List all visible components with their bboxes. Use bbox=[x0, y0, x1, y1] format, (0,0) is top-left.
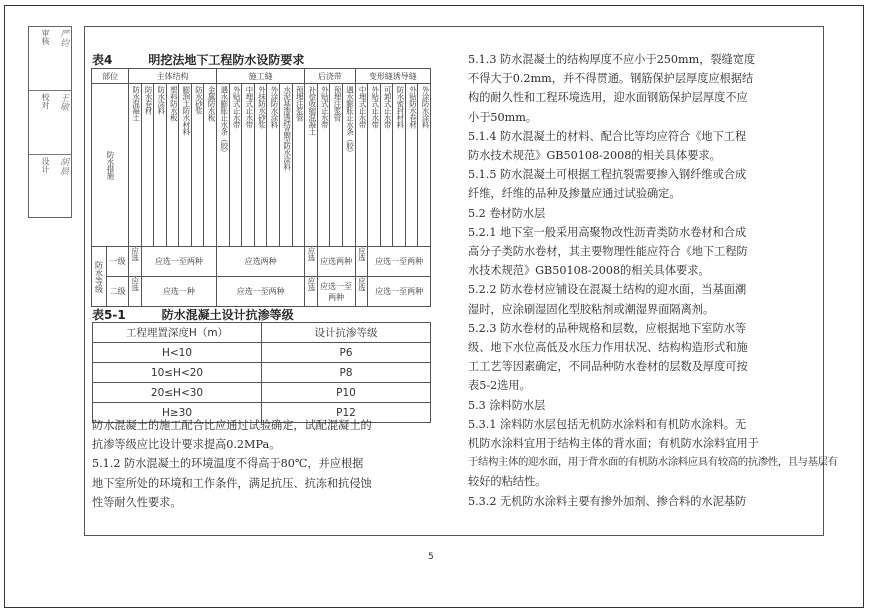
text-line: 5.1.2 防水混凝土的环境温度不得高于80℃，并应根据 bbox=[92, 457, 364, 471]
measure-header: 遇水膨胀止水条（胶） bbox=[342, 84, 355, 247]
measure-header: 中埋式止水带 bbox=[355, 84, 368, 247]
text-line: 5.1.4 防水混凝土的材料、配合比等均应符合《地下工程 bbox=[468, 129, 747, 143]
table-row bbox=[93, 343, 431, 363]
measure-header: 中埋式止水带 bbox=[242, 84, 255, 247]
depth-cell: 10≤H<20 bbox=[93, 363, 262, 383]
grade-label: 防水等级 bbox=[92, 247, 107, 306]
table4-title: 表4 明挖法地下工程防水设防要求 bbox=[92, 53, 305, 67]
text-line: 级、地下水位高低及水压力作用状况、结构构造形式和施 bbox=[468, 341, 748, 355]
text-line: 防水混凝土的施工配合比应通过试验确定，试配混凝土的 bbox=[92, 419, 372, 432]
measure-header: 外贴防水卷材 bbox=[405, 84, 418, 247]
measure-header: 外涂防水涂料 bbox=[267, 84, 280, 247]
text-line: 5.2.3 防水卷材的品种规格和层数，应根据地下室防水等 bbox=[468, 321, 747, 335]
table-row bbox=[92, 84, 431, 247]
right-text-block bbox=[468, 50, 838, 511]
text-line: 构的耐久性和工程环境选用，迎水面钢筋保护层厚度不应 bbox=[468, 91, 748, 105]
group-header: 主体结构 bbox=[129, 69, 217, 84]
measure-header: 防水混凝土 bbox=[129, 84, 142, 247]
text-line: 5.1.3 防水混凝土的结构厚度不应小于250mm，裂缝宽度 bbox=[468, 53, 756, 66]
measure-header: 金属防水板 bbox=[204, 84, 217, 247]
measure-header: 防水密封材料 bbox=[393, 84, 406, 247]
group-header: 施工缝 bbox=[217, 69, 305, 84]
text-line: 水技术规范》GB50108-2008的相关具体要求。 bbox=[468, 264, 710, 278]
text-line: 不得大于0.2mm，并不得贯通。钢筋保护层厚度应根据结 bbox=[468, 72, 754, 86]
approval-label: 设计 bbox=[41, 157, 50, 173]
grade1-post-pour-others: 应选两种 bbox=[317, 247, 355, 277]
table-row bbox=[93, 363, 431, 383]
text-line: 湿时，应涂刷湿固化型胶粘剂或潮湿界面隔离剂。 bbox=[468, 302, 715, 316]
page-number: 5 bbox=[428, 552, 434, 562]
grade2-label: 二级 bbox=[109, 287, 126, 296]
text-line: 小于50mm。 bbox=[468, 110, 538, 124]
measure-header: 防水涂料 bbox=[154, 84, 167, 247]
grade2-post-pour-concrete: 应选 bbox=[305, 277, 318, 307]
measure-header: 可卸式止水带 bbox=[380, 84, 393, 247]
signature: 王敏 bbox=[58, 93, 68, 111]
approval-row-check bbox=[29, 91, 71, 155]
text-line: 较好的粘结性。 bbox=[468, 475, 547, 489]
measure-header: 外抹防水砂浆 bbox=[254, 84, 267, 247]
text-line: 5.2.1 地下室一般采用高聚物改性沥青类防水卷材和合成 bbox=[468, 225, 747, 239]
grade2-body-concrete: 应选 bbox=[129, 277, 142, 307]
grade1-body-others: 应选一至两种 bbox=[141, 247, 217, 277]
approval-label: 校对 bbox=[41, 93, 50, 109]
table-row bbox=[92, 247, 431, 277]
text-line: 防水技术规范》GB50108-2008的相关具体要求。 bbox=[468, 149, 721, 163]
grade1-construction-joint: 应选两种 bbox=[217, 247, 305, 277]
measure-header: 塑料防水板 bbox=[166, 84, 179, 247]
grade-cell: P10 bbox=[262, 383, 431, 403]
approval-strip bbox=[28, 26, 72, 218]
grade-label-cell bbox=[92, 247, 129, 307]
measure-header: 膨润土防水材料 bbox=[179, 84, 192, 247]
grade1-joint-others: 应选一至两种 bbox=[368, 247, 431, 277]
approval-label: 审核 bbox=[41, 29, 50, 45]
text-line: 抗渗等级应比设计要求提高0.2MPa。 bbox=[92, 438, 281, 452]
left-text-block bbox=[92, 416, 437, 512]
measure-header: 水泥基渗透结晶型防水涂料 bbox=[280, 84, 293, 247]
text-line: 地下室所处的环境和工作条件，满足抗压、抗冻和抗侵蚀 bbox=[92, 476, 372, 490]
table-header-row bbox=[93, 323, 431, 343]
approval-row-design bbox=[29, 155, 71, 217]
signature: 严钧 bbox=[58, 29, 68, 47]
measure-header: 防水砂浆 bbox=[191, 84, 204, 247]
grade1-post-pour-concrete: 应选 bbox=[305, 247, 318, 277]
text-line: 表5-2选用。 bbox=[468, 379, 531, 393]
measure-header: 防水卷材 bbox=[141, 84, 154, 247]
grade2-construction-joint: 应选一至两种 bbox=[217, 277, 305, 307]
table-row bbox=[92, 277, 431, 307]
measures-label: 防水措施 bbox=[92, 84, 129, 247]
text-line: 5.1.5 防水混凝土可根据工程抗裂需要掺入钢纤维或合成 bbox=[468, 168, 747, 182]
measure-header: 外涂防水涂料 bbox=[418, 84, 431, 247]
text-line: 5.3.2 无机防水涂料主要有掺外加剂、掺合料的水泥基防 bbox=[468, 494, 747, 508]
grade2-post-pour-others: 应选一至两种 bbox=[317, 277, 355, 307]
text-line: 5.3.1 涂料防水层包括无机防水涂料和有机防水涂料。无 bbox=[468, 417, 747, 431]
column-header: 设计抗渗等级 bbox=[262, 323, 431, 343]
table51-title: 表5-1 防水混凝土设计抗渗等级 bbox=[92, 308, 294, 322]
text-line: 于结构主体的迎水面，用于背水面的有机防水涂料应具有较高的抗渗性，且与基层有 bbox=[468, 456, 838, 469]
text-line: 5.2.2 防水卷材应铺设在混凝土结构的迎水面，当基面潮 bbox=[468, 283, 747, 297]
measure-header: 遇水膨胀止水条（胶） bbox=[217, 84, 230, 247]
grade1-label: 一级 bbox=[107, 247, 128, 277]
measure-header: 外贴式止水带 bbox=[368, 84, 381, 247]
depth-cell: 20≤H<30 bbox=[93, 383, 262, 403]
grade2-body-others: 应选一种 bbox=[141, 277, 217, 307]
grade2-joint-others: 应选一至两种 bbox=[368, 277, 431, 307]
text-line: 工工艺等因素确定，不同品种防水卷材的层数及厚度可按 bbox=[468, 360, 748, 374]
table4 bbox=[91, 68, 431, 307]
depth-cell: H<10 bbox=[93, 343, 262, 363]
text-line: 高分子类防水卷材，其主要物理性能应符合《地下工程防 bbox=[468, 245, 748, 259]
section-heading: 5.2 卷材防水层 bbox=[468, 206, 546, 220]
measure-header: 预埋注浆管 bbox=[330, 84, 343, 247]
grade2-joint-waterstop: 应选 bbox=[355, 277, 368, 307]
group-header: 变形缝诱导缝 bbox=[355, 69, 431, 84]
text-line: 机防水涂料宜用于结构主体的背水面；有机防水涂料宜用于 bbox=[468, 437, 759, 451]
section-heading: 5.3 涂料防水层 bbox=[468, 398, 546, 412]
measure-header: 外贴式止水带 bbox=[229, 84, 242, 247]
measure-header: 补偿收缩混凝土 bbox=[305, 84, 318, 247]
grade1-joint-waterstop: 应选 bbox=[355, 247, 368, 277]
part-label: 部位 bbox=[92, 69, 129, 84]
approval-row-review bbox=[29, 27, 71, 91]
table51 bbox=[92, 322, 431, 423]
grade-cell: P8 bbox=[262, 363, 431, 383]
table-row bbox=[93, 383, 431, 403]
table-row bbox=[92, 69, 431, 84]
signature: 胡晨 bbox=[58, 157, 68, 175]
grade-cell: P12 bbox=[262, 403, 431, 423]
column-header: 工程埋置深度H（m） bbox=[93, 323, 262, 343]
measure-header: 预埋注浆管 bbox=[292, 84, 305, 247]
text-line: 性等耐久性要求。 bbox=[92, 495, 182, 509]
group-header: 后浇带 bbox=[305, 69, 355, 84]
depth-cell: H≥30 bbox=[93, 403, 262, 423]
grade-cell: P6 bbox=[262, 343, 431, 363]
text-line: 纤维，纤维的品种及掺量应通过试验确定。 bbox=[468, 187, 681, 201]
measure-header: 外贴式止水带 bbox=[317, 84, 330, 247]
grade1-body-concrete: 应选 bbox=[129, 247, 142, 277]
